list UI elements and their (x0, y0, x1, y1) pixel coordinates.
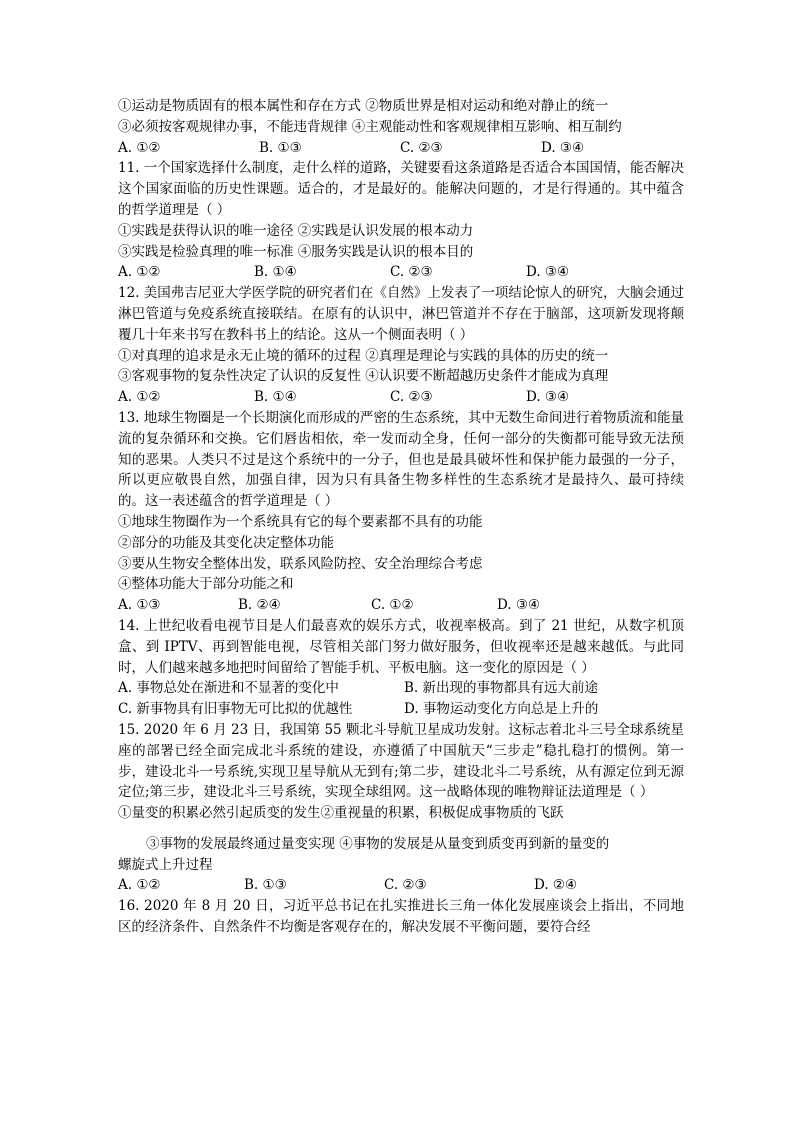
q12-statement-line-2: ③客观事物的复杂性决定了认识的反复性 ④认识要不断超越历史条件才能成为真理 (118, 368, 609, 385)
q11-options (118, 262, 684, 283)
q11-statement-line-2: ③实践是检验真理的唯一标准 ④服务实践是认识的根本目的 (118, 243, 474, 260)
q13-option-b: B. ②④ (238, 597, 281, 614)
q14-option-d: D. 事物运动变化方向总是上升的 (404, 701, 599, 718)
q10-statement-line-1: ①运动是物质固有的根本属性和存在方式 ②物质世界是相对运动和绝对静止的统一 (118, 98, 609, 114)
q10-statement-line-2: ③必须按客观规律办事，不能违背规律 ④主观能动性和客观规律相互影响、相互制约 (118, 118, 622, 135)
q12-option-a: A. ①② (118, 389, 161, 406)
q12-option-b: B. ①④ (254, 389, 297, 406)
q14-options-row-2 (118, 699, 684, 720)
q10-option-b: B. ①③ (259, 139, 302, 156)
q11-option-b: B. ①④ (254, 264, 297, 281)
q13-stem: 13. 地球生物圈是一个长期演化而形成的严密的生态系统，其中无数生命间进行着物质流和能量流的复杂循环和交换。它们唇齿相依，牵一发而动全身，任何一部分的失衡都可能导致无法预知的恶果。人类只不过是这个系统中的一分子，但也是最具破坏性和保护能力最强的一分子，所以更应敬畏自然，加强自律，因为只有具备生物多样性的生态系统才是最持久、最可持续的。这一表述蕴含的哲学道理是（ ） (118, 409, 684, 510)
q12-options (118, 387, 684, 408)
q14-option-b: B. 新出现的事物都具有远大前途 (404, 680, 599, 697)
q13-statement-4: ④整体功能大于部分功能之和 (118, 576, 294, 593)
q11-stem: 11. 一个国家选择什么制度，走什么样的道路，关键要看这条道路是否适合本国国情，能否解决这个国家面临的历史性课题。适合的，才是最好的。能解决问题的，才是行得通的。其中蕴含的哲学道理是（ ） (118, 160, 684, 218)
q15-option-b: B. ①③ (244, 877, 287, 894)
q12-option-c: C. ②③ (390, 389, 433, 406)
q12-stem: 12. 美国弗吉尼亚大学医学院的研究者们在《自然》上发表了一项结论惊人的研究，大脑会通过淋巴管道与免疫系统直接联结。在原有的认识中，淋巴管道并不存在于脑部，这项新发现将颠覆几十年来书写在教科书上的结论。这从一个侧面表明（ ） (118, 285, 684, 343)
q13-option-c: C. ①② (371, 597, 414, 614)
q14-stem: 14. 上世纪收看电视节目是人们最喜欢的娱乐方式，收视率极高。到了 21 世纪，从数字机顶盒、到 IPTV、再到智能电视，尽管相关部门努力做好服务，但收视率还是越来越低。与此同时，人们越来越多地把时间留给了智能手机、平板电脑。这一变化的原因是（ ） (118, 617, 684, 676)
q13-statement-1: ①地球生物圈作为一个系统具有它的每个要素都不具有的功能 (118, 513, 483, 530)
q15-option-a: A. ①② (118, 877, 161, 894)
q11-option-a: A. ①② (118, 264, 161, 281)
q13-statement-2: ②部分的功能及其变化决定整体功能 (118, 534, 334, 551)
q15-stem: 15. 2020 年 6 月 23 日，我国第 55 颗北斗导航卫星成功发射。这标志着北斗三号全球系统星座的部署已经全面完成北斗系统的建设，亦遵循了中国航天“三步走”稳扎稳打的惯例。第一步，建设北斗一号系统,实现卫星导航从无到有;第二步，建设北斗二号系统，从有源定位到无源定位;第三步，建设北斗三号系统，实现全球组网。这一战略体现的唯物辩证法道理是（ ） (118, 721, 684, 801)
q11-statement-line-1: ①实践是获得认识的唯一途径 ②实践是认识发展的根本动力 (118, 222, 474, 239)
q10-option-a: A. ①② (118, 139, 161, 156)
q13-statement-3: ③要从生物安全整体出发，联系风险防控、安全治理综合考虑 (118, 555, 483, 572)
q15-statement-line-1: ①量变的积累必然引起质变的发生②重视量的积累，积极促成事物质的飞跃 (118, 805, 564, 822)
q14-options-row-1 (118, 678, 684, 699)
spacer (118, 824, 684, 834)
q16-stem: 16. 2020 年 8 月 20 日，习近平总书记在扎实推进长三角一体化发展座谈会上指出，不同地区的经济条件、自然条件不均衡是客观存在的，解决发展不平衡问题，要符合经 (118, 898, 684, 936)
q15-options (118, 875, 684, 896)
q10-option-d: D. ③④ (541, 139, 585, 156)
q12-option-d: D. ③④ (526, 389, 570, 406)
q15-option-c: C. ②③ (384, 877, 427, 894)
q14-option-c: C. 新事物具有旧事物无可比拟的优越性 (118, 701, 353, 718)
q12-statement-line-1: ①对真理的追求是永无止境的循环的过程 ②真理是理论与实践的具体的历史的统一 (118, 347, 609, 364)
q15-option-d: D. ②④ (534, 877, 578, 894)
q10-option-c: C. ②③ (400, 139, 443, 156)
q11-option-d: D. ③④ (526, 264, 570, 281)
q11-option-c: C. ②③ (390, 264, 433, 281)
q13-option-d: D. ③④ (497, 597, 541, 614)
q10-options (118, 138, 684, 159)
q14-option-a: A. 事物总处在渐进和不显著的变化中 (118, 680, 339, 697)
q13-option-a: A. ①③ (118, 597, 161, 614)
q15-statement-line-3: 螺旋式上升过程 (118, 856, 213, 873)
exam-content (118, 96, 684, 938)
q13-options (118, 595, 684, 616)
q15-statement-line-2: ③事物的发展最终通过量变实现 ④事物的发展是从量变到质变再到新的量变的 (146, 835, 610, 852)
